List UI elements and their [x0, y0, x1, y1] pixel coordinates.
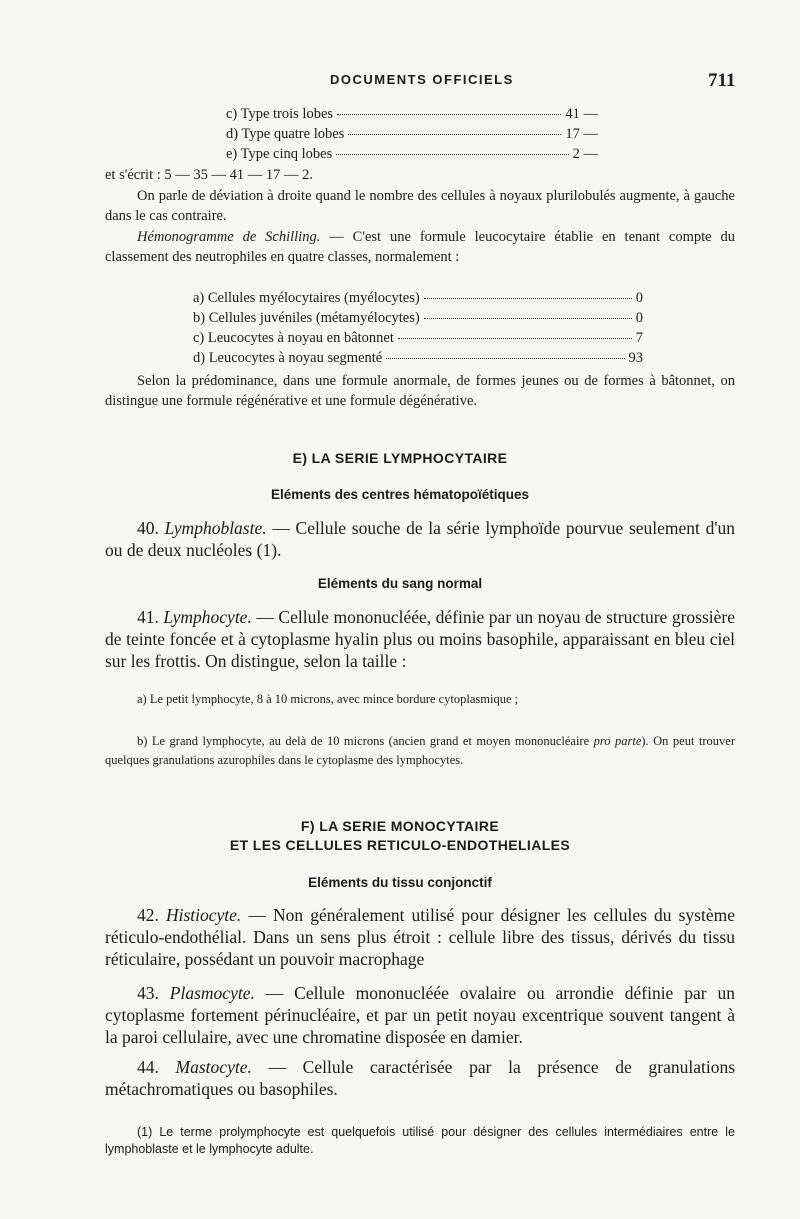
section-e-sub2: Eléments du sang normal: [317, 576, 483, 591]
list-item: b) Cellules juvéniles (métamyélocytes) 0: [193, 310, 643, 326]
deviation-paragraph: On parle de déviation à droite quand le nombre des cellules à noyaux plurilobulés augmente, à gauche dans le cas contraire.: [105, 188, 735, 224]
schilling-paragraph: Hémonogramme de Schilling. — C'est une formule leucocytaire établie en tenant compte du classement des neutrophiles en quatre classes, normalement :: [105, 229, 735, 265]
term-italic: Plasmocyte.: [169, 983, 255, 1003]
term-italic: Lymphocyte.: [163, 607, 252, 627]
item-44: 44. Mastocyte. — Cellule caractérisée par la présence de granulations métachromatiques ou basophiles.: [105, 1057, 736, 1099]
list-item: a) Cellules myélocytaires (myélocytes) 0: [193, 290, 643, 306]
term-italic: Hémonogramme de Schilling.: [137, 229, 321, 245]
term-italic: Mastocyte.: [175, 1057, 252, 1077]
item-40: 40. Lymphoblaste. — Cellule souche de la série lymphoïde pourvue seulement d'un ou de deux nucléoles (1).: [105, 518, 735, 560]
section-f-sub: Eléments du tissu conjonctif: [308, 875, 492, 890]
list-item: d) Leucocytes à noyau segmenté 93: [193, 350, 643, 366]
section-f-heading1: F) LA SERIE MONOCYTAIRE: [300, 818, 500, 834]
ecrit-line: et s'écrit : 5 — 35 — 41 — 17 — 2.: [105, 167, 314, 183]
page-header: [0, 70, 800, 94]
item-42: 42. Histiocyte. — Non généralement utilisé pour désigner les cellules du système réticulo-endothélial. Dans un sens plus étroit : cellule libre des tissus, dérivés du tissu réticulaire, possédant un pouvoir macrophage: [105, 905, 736, 969]
schilling-classes: [193, 288, 643, 368]
lobe-list: [226, 104, 598, 164]
item-43: 43. Plasmocyte. — Cellule mononucléée ovalaire ou arrondie définie par un cytoplasme fortement périnucléaire, et par un petit noyau excentrique souvent tangent à la paroi cellulaire, avec une chromatine disposée en damier.: [105, 983, 735, 1047]
footnote: (1) Le terme prolymphocyte est quelquefois utilisé pour désigner des cellules intermédiaires entre le lymphoblaste et le lymphocyte adulte.: [105, 1125, 735, 1156]
page-number: 711: [708, 70, 736, 91]
running-title: DOCUMENTS OFFICIELS: [330, 72, 514, 87]
selon-paragraph: Selon la prédominance, dans une formule anormale, de formes jeunes ou de formes à bâtonnet, on distingue une formule régénérative et une formule dégénérative.: [105, 373, 735, 409]
term-italic: Lymphoblaste.: [164, 518, 267, 538]
list-item: e) Type cinq lobes 2 —: [226, 146, 598, 162]
section-e-heading: E) LA SERIE LYMPHOCYTAIRE: [292, 450, 508, 466]
list-item: c) Type trois lobes 41 —: [226, 106, 598, 122]
list-item: c) Leucocytes à noyau en bâtonnet 7: [193, 330, 643, 346]
list-item: d) Type quatre lobes 17 —: [226, 126, 598, 142]
section-e-sub1: Eléments des centres hématopoïétiques: [270, 487, 530, 502]
item-41b: b) Le grand lymphocyte, au delà de 10 microns (ancien grand et moyen mononucléaire pro parte). On peut trouver quelques granulations azurophiles dans le cytoplasme des lymphocytes.: [105, 734, 735, 767]
section-f-heading2: ET LES CELLULES RETICULO-ENDOTHELIALES: [229, 837, 571, 853]
item-41: 41. Lymphocyte. — Cellule mononucléée, définie par un noyau de structure grossière de teinte foncée et à cytoplasme hyalin plus ou moins basophile, apparaissant en bleu ciel sur les frottis. On distingue, selon la taille :: [105, 607, 736, 671]
item-41a: a) Le petit lymphocyte, 8 à 10 microns, avec mince bordure cytoplasmique ;: [137, 692, 519, 706]
term-italic: Histiocyte.: [165, 905, 242, 925]
